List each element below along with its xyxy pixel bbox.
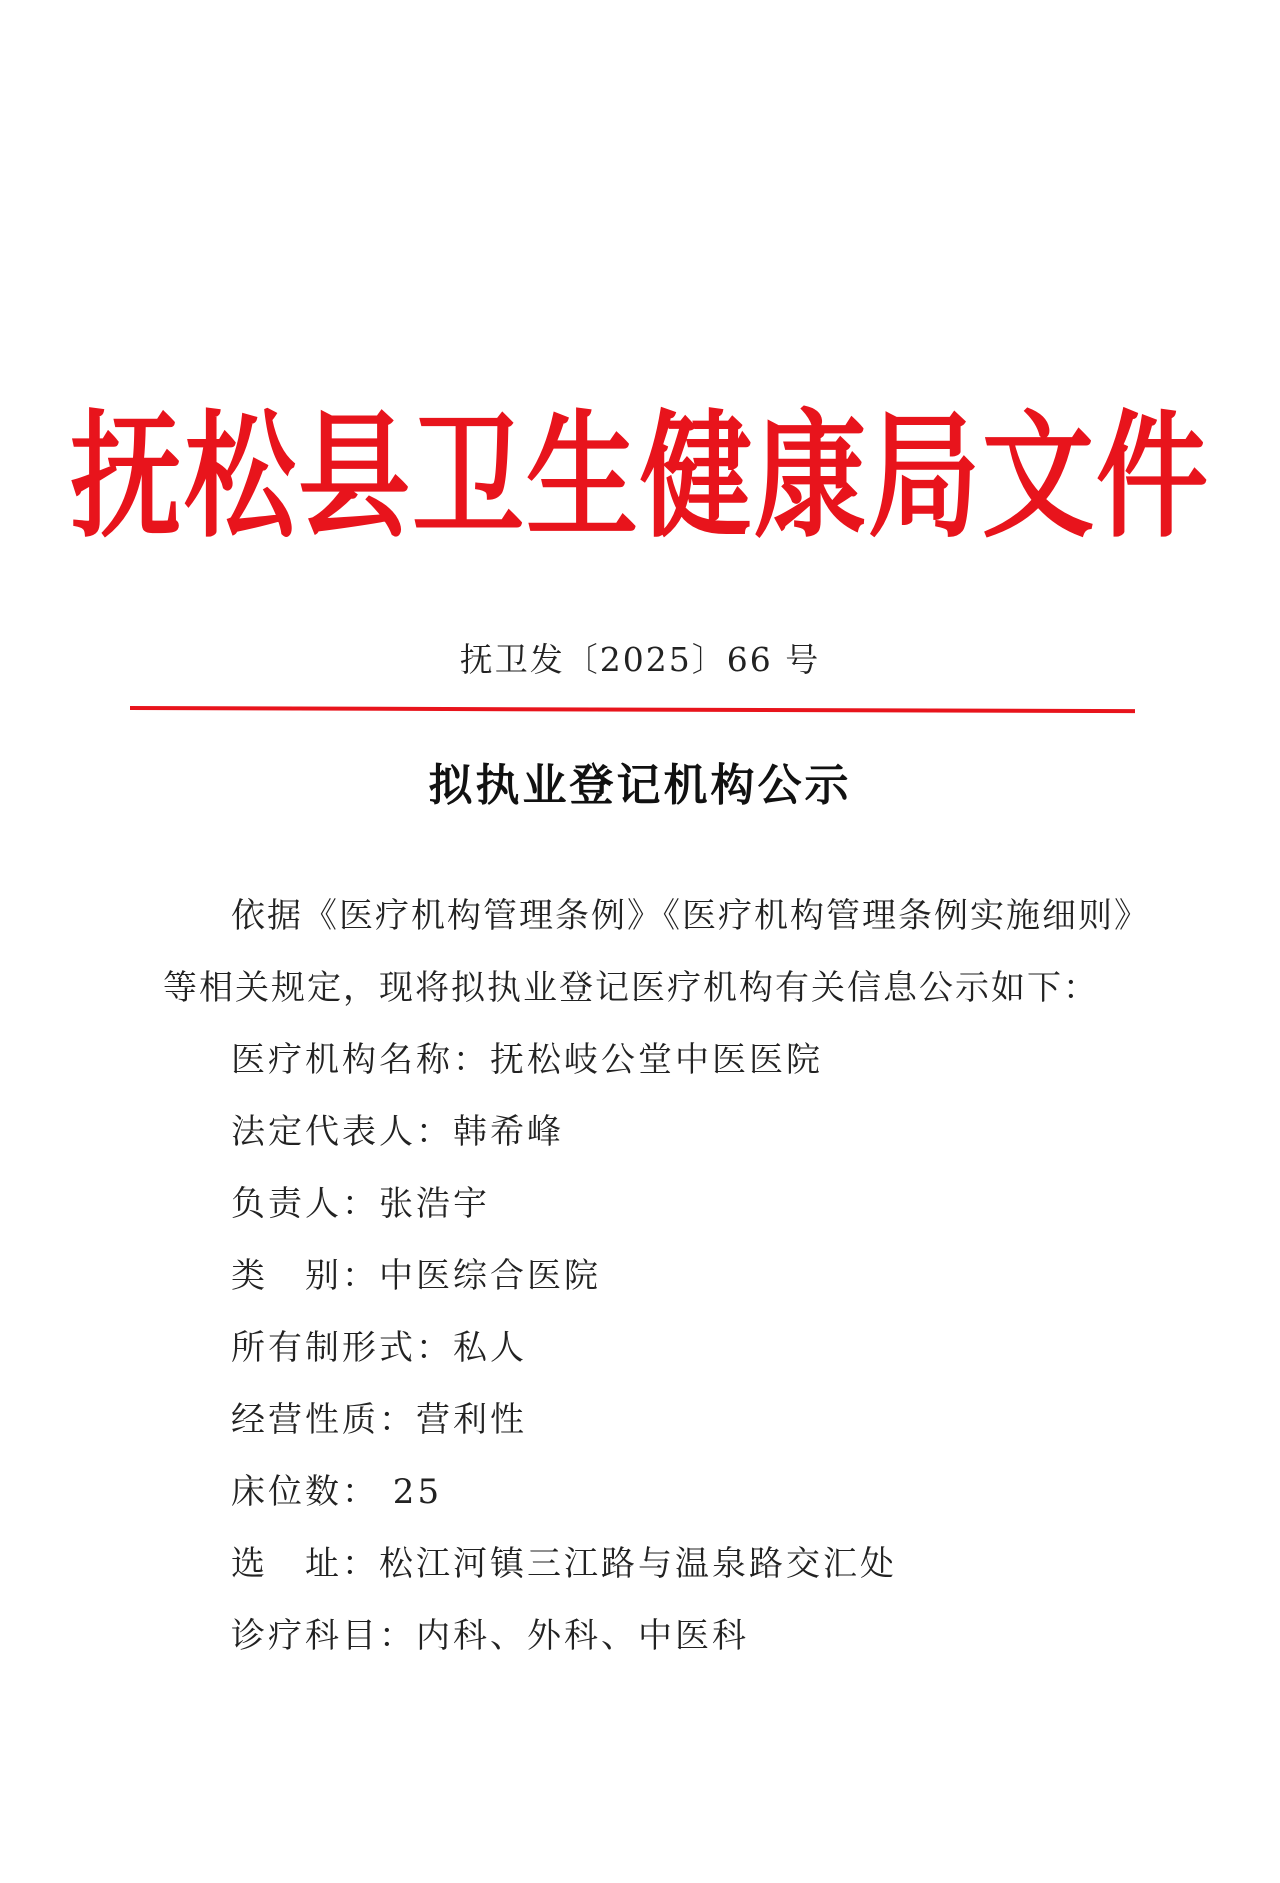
field-institution-name — [163, 1024, 1143, 1096]
field-ownership — [163, 1312, 1143, 1384]
field-value: 抚松岐公堂中医医院 — [490, 1040, 823, 1080]
field-value: 私人 — [453, 1328, 527, 1368]
field-label: 经营性质： — [231, 1400, 416, 1440]
field-bed-count — [163, 1456, 1143, 1528]
field-value: 松江河镇三江路与温泉路交汇处 — [379, 1544, 897, 1584]
field-person-in-charge — [163, 1168, 1143, 1240]
red-divider-line — [130, 706, 1135, 713]
field-location — [163, 1528, 1143, 1600]
field-label: 法定代表人： — [231, 1112, 453, 1152]
field-label: 所有制形式： — [231, 1328, 453, 1368]
field-label: 选 址： — [231, 1544, 379, 1584]
field-category — [163, 1240, 1143, 1312]
field-business-nature — [163, 1384, 1143, 1456]
field-label: 类 别： — [231, 1256, 379, 1296]
document-number: 抚卫发〔2025〕66 号 — [459, 640, 821, 679]
field-departments — [163, 1600, 1143, 1672]
notice-title: 拟执业登记机构公示 — [428, 760, 852, 811]
field-label: 诊疗科目： — [231, 1616, 416, 1656]
field-value: 中医综合医院 — [379, 1256, 601, 1296]
issuer-title: 抚松县卫生健康局文件 — [70, 397, 1210, 557]
notice-body — [163, 880, 1143, 1672]
field-label: 床位数： — [231, 1472, 379, 1512]
field-value: 内科、外科、中医科 — [416, 1616, 749, 1656]
field-label: 医疗机构名称： — [231, 1040, 490, 1080]
field-value: 韩希峰 — [453, 1112, 564, 1152]
field-label: 负责人： — [231, 1184, 379, 1224]
intro-paragraph: 依据《医疗机构管理条例》《医疗机构管理条例实施细则》等相关规定，现将拟执业登记医疗机构有关信息公示如下： — [163, 896, 1133, 1008]
field-value: 25 — [379, 1472, 443, 1512]
field-value: 张浩宇 — [379, 1184, 490, 1224]
field-value: 营利性 — [416, 1400, 527, 1440]
field-legal-representative — [163, 1096, 1143, 1168]
